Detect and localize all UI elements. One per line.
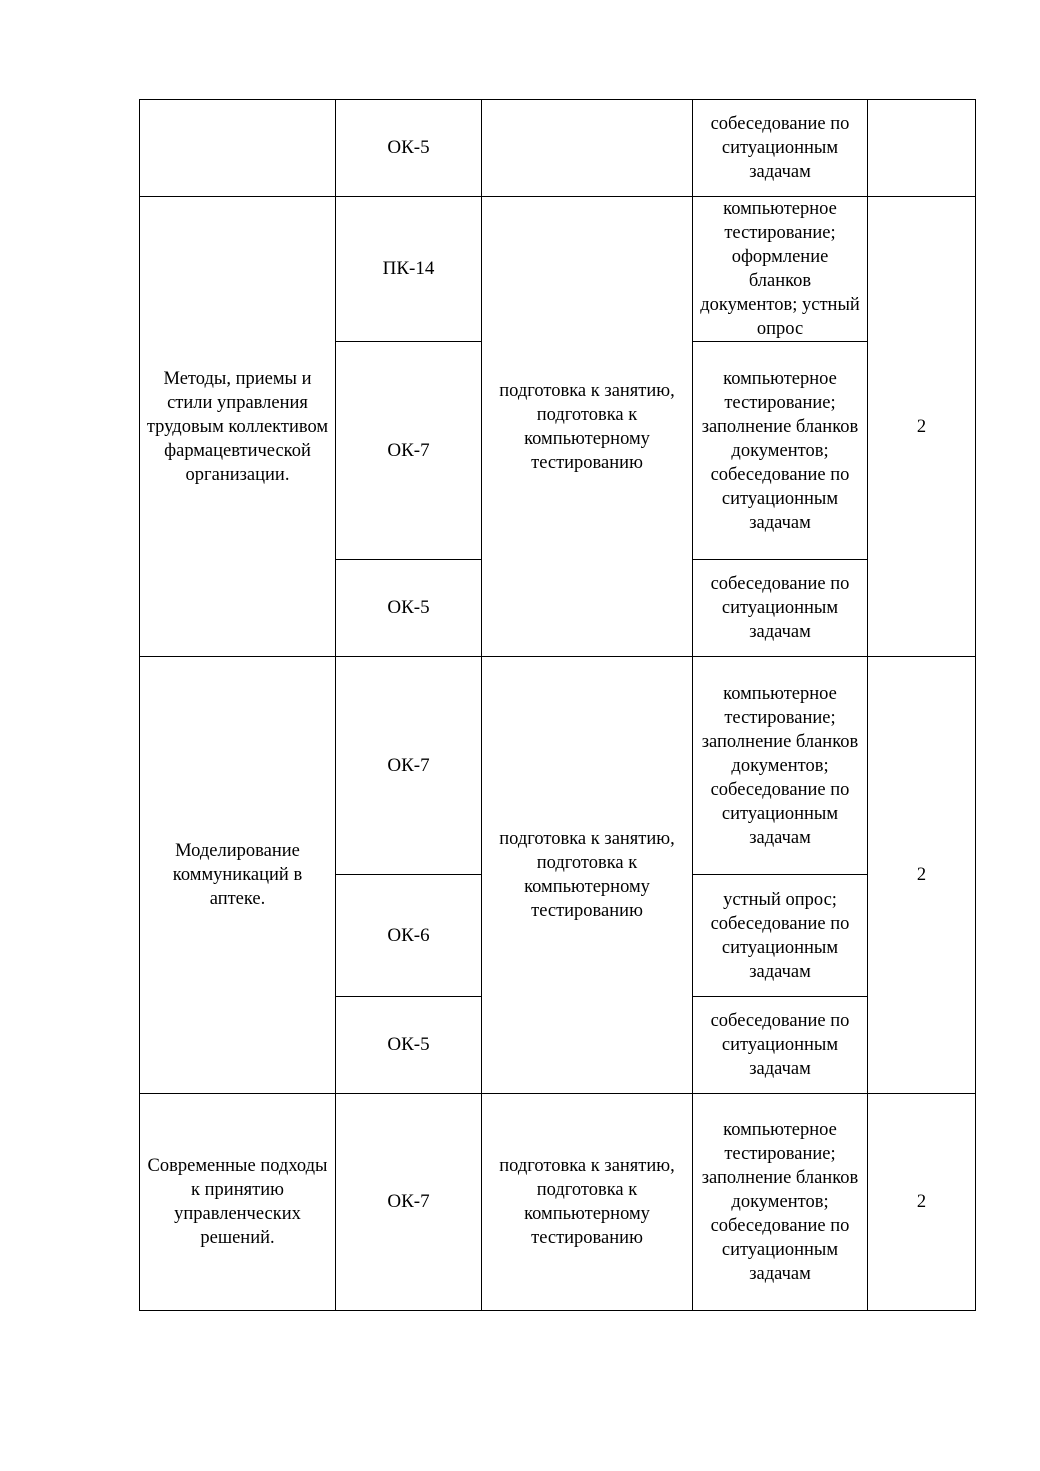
hours-cell: 2: [868, 657, 976, 1094]
competence-cell: ОК-7: [336, 657, 482, 875]
competence-cell: ПК-14: [336, 197, 482, 342]
discipline-table: [139, 99, 976, 1311]
preparation-cell: подготовка к занятию, подготовка к компьютерному тестированию: [482, 197, 693, 657]
competence-cell: ОК-5: [336, 100, 482, 197]
topic-cell: Методы, приемы и стили управления трудовым коллективом фармацевтической организации.: [140, 197, 336, 657]
preparation-cell: подготовка к занятию, подготовка к компьютерному тестированию: [482, 657, 693, 1094]
table-row: [140, 197, 976, 342]
table-row: [140, 1094, 976, 1311]
topic-cell: [140, 100, 336, 197]
control-form-cell: собеседование по ситуационным задачам: [693, 560, 868, 657]
control-form-cell: компьютерное тестирование; заполнение бланков документов; собеседование по ситуационным задачам: [693, 657, 868, 875]
table-row: [140, 657, 976, 875]
preparation-cell: подготовка к занятию, подготовка к компьютерному тестированию: [482, 1094, 693, 1311]
competence-cell: ОК-5: [336, 560, 482, 657]
competence-cell: ОК-6: [336, 875, 482, 997]
control-form-cell: компьютерное тестирование; оформление бланков документов; устный опрос: [693, 197, 868, 342]
control-form-cell: устный опрос; собеседование по ситуационным задачам: [693, 875, 868, 997]
control-form-cell: компьютерное тестирование; заполнение бланков документов; собеседование по ситуационным задачам: [693, 1094, 868, 1311]
hours-cell: 2: [868, 197, 976, 657]
table-row: [140, 100, 976, 197]
topic-cell: Моделирование коммуникаций в аптеке.: [140, 657, 336, 1094]
control-form-cell: собеседование по ситуационным задачам: [693, 997, 868, 1094]
control-form-cell: компьютерное тестирование; заполнение бланков документов; собеседование по ситуационным задачам: [693, 342, 868, 560]
hours-cell: [868, 100, 976, 197]
competence-cell: ОК-7: [336, 342, 482, 560]
competence-cell: ОК-5: [336, 997, 482, 1094]
preparation-cell: [482, 100, 693, 197]
competence-cell: ОК-7: [336, 1094, 482, 1311]
control-form-cell: собеседование по ситуационным задачам: [693, 100, 868, 197]
topic-cell: Современные подходы к принятию управленческих решений.: [140, 1094, 336, 1311]
hours-cell: 2: [868, 1094, 976, 1311]
